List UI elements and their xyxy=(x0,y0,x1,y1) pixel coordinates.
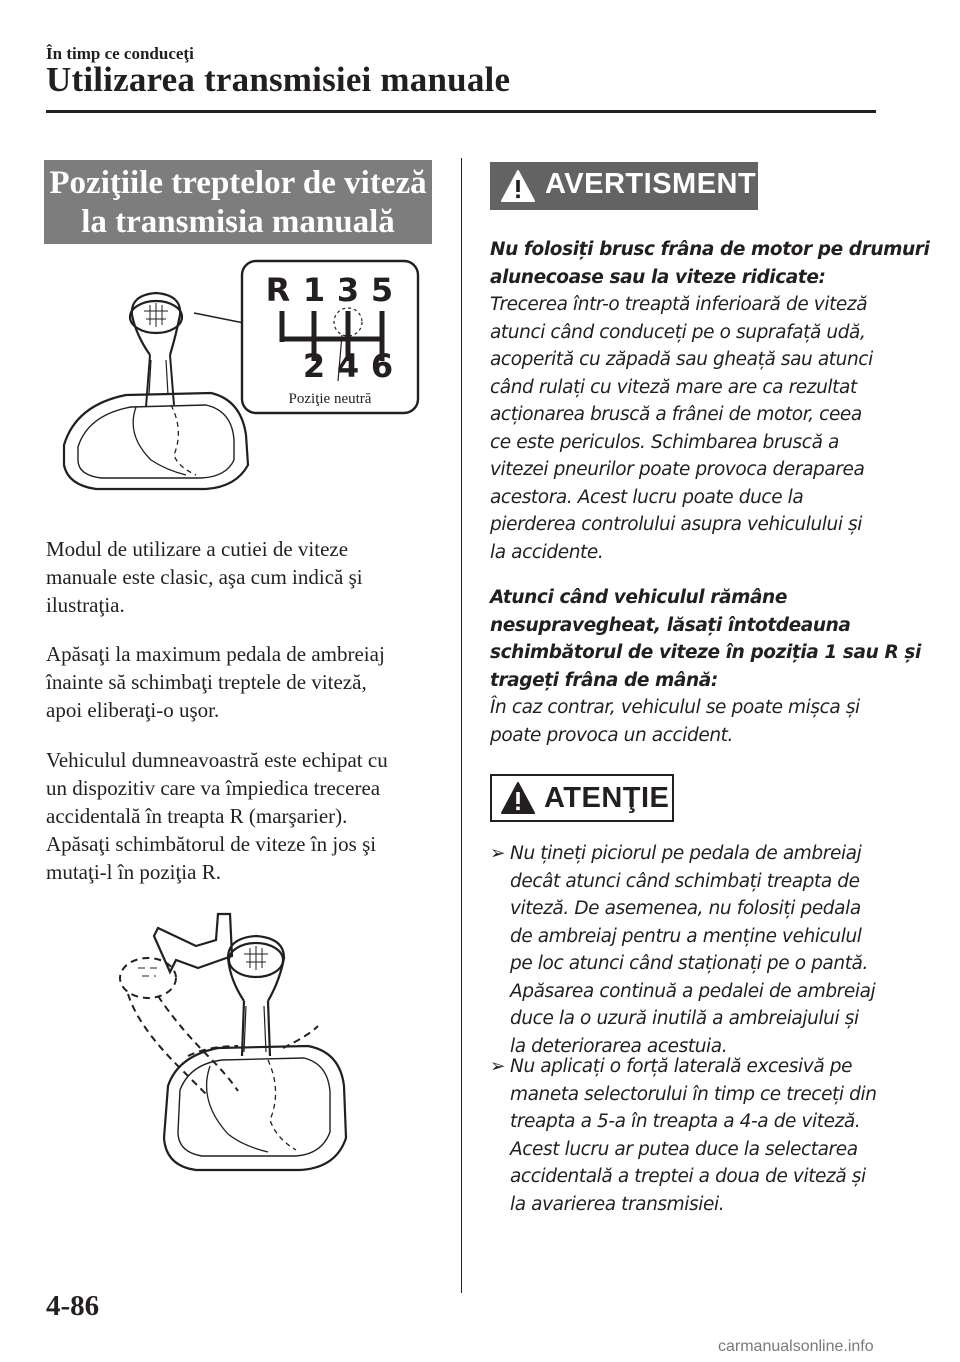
warning-heading-line: nesupravegheat, lăsați întotdeauna xyxy=(490,614,851,636)
warning-heading-line: Nu folosiți brusc frâna de motor pe drumuri xyxy=(490,239,930,260)
caution-bullet-lateral-force xyxy=(490,1053,890,1218)
watermark: carmanualsonline.info xyxy=(718,1338,874,1355)
text-line: la accidente. xyxy=(490,541,604,563)
gear-label-2: 2 xyxy=(302,347,326,385)
text-line: poate provoca un accident. xyxy=(490,724,733,746)
text-line: ilustraţia. xyxy=(46,593,125,617)
warning-triangle-icon xyxy=(500,169,536,203)
text-line: ce este periculos. Schimbarea bruscă a xyxy=(490,431,839,453)
gear-label-5: 5 xyxy=(370,271,394,309)
gear-label-3: 3 xyxy=(336,271,360,309)
text-line: Nu țineți piciorul pe pedala de ambreiaj xyxy=(510,843,862,864)
text-line: la avarierea transmisiei. xyxy=(510,1193,725,1215)
text-line: de ambreiaj pentru a menține vehiculul xyxy=(510,925,862,947)
text-line: pe loc atunci când staționați pe o pantă. xyxy=(510,953,868,974)
text-line: decât atunci când schimbați treapta de xyxy=(510,870,860,892)
text-line: Apăsaţi la maximum pedala de ambreiaj xyxy=(46,642,385,666)
ghost-lever-outline xyxy=(120,958,238,1096)
warning-heading-line: trageți frâna de mână: xyxy=(490,669,718,691)
text-line: apoi eliberaţi-o uşor. xyxy=(46,698,220,722)
text-line: acționarea bruscă a frânei de motor, ceea xyxy=(490,404,862,425)
caution-badge xyxy=(490,774,674,822)
text-line: la deteriorarea acestuia. xyxy=(510,1035,728,1057)
gear-label-r: R xyxy=(265,271,291,309)
gear-label-6: 6 xyxy=(370,347,394,385)
text-line: acoperită cu zăpadă sau gheață sau atunci xyxy=(490,349,873,370)
breadcrumb: În timp ce conduceţi xyxy=(46,44,194,63)
warning-heading-line: schimbătorul de viteze în poziția 1 sau R și xyxy=(490,642,921,663)
text-line: Modul de utilizare a cutiei de viteze xyxy=(46,537,349,561)
text-line: accidentală în treapta R (marşarier). xyxy=(46,804,348,828)
text-line: mutaţi-l în poziţia R. xyxy=(46,860,221,884)
text-line: înainte să schimbaţi treptele de viteză, xyxy=(46,670,367,694)
text-line: treapta a 5-a în treapta a 4-a de viteză. xyxy=(510,1111,861,1132)
column-divider xyxy=(461,158,462,1293)
bullet-arrow-icon: ➢ xyxy=(490,1056,506,1077)
warning-heading-line: alunecoase sau la viteze ridicate: xyxy=(490,266,826,288)
text-line: maneta selectorului în timp ce treceți din xyxy=(510,1083,877,1105)
reverse-shift-figure xyxy=(118,906,418,1206)
text-line: un dispozitiv care va împiedica trecerea xyxy=(46,776,381,800)
gear-lever-illustration xyxy=(164,936,346,1170)
caution-label: ATENŢIE xyxy=(544,782,670,814)
text-line: Nu aplicați o forță laterală excesivă pe xyxy=(510,1056,853,1077)
caution-triangle-icon xyxy=(500,781,536,815)
warning-label: AVERTISMENT xyxy=(545,168,757,200)
page-title: Utilizarea transmisiei manuale xyxy=(46,60,511,99)
text-line: Apăsaţi schimbătorul de viteze în jos şi xyxy=(46,832,377,856)
neutral-position-label: Poziţie neutră xyxy=(288,391,372,407)
paragraph-clutch xyxy=(46,640,446,724)
title-divider xyxy=(46,110,876,113)
section-title-line1: Poziţiile treptelor de viteză xyxy=(49,165,427,201)
section-title-box xyxy=(44,160,432,244)
text-line: când rulați cu viteză mare are ca rezultat xyxy=(490,376,857,398)
warning-unattended-vehicle xyxy=(490,584,921,749)
page-number: 4-86 xyxy=(46,1290,100,1322)
text-line: atunci când conduceți pe o suprafață udă, xyxy=(490,321,866,343)
gear-label-4: 4 xyxy=(336,347,360,385)
text-line: Apăsarea continuă a pedalei de ambreiaj xyxy=(510,980,876,1002)
text-line: Acest lucru ar putea duce la selectarea xyxy=(510,1138,858,1160)
gear-boot-illustration xyxy=(64,293,248,489)
text-line: manuale este clasic, aşa cum indică şi xyxy=(46,565,363,589)
text-line: acestora. Acest lucru poate duce la xyxy=(490,486,804,508)
caution-bullet-clutch xyxy=(490,840,890,1060)
text-line: pierderea controlului asupra vehiculului și xyxy=(490,514,863,535)
text-line: vitezei pneurilor poate provoca deraparea xyxy=(490,459,865,480)
text-line: viteză. De asemenea, nu folosiți pedala xyxy=(510,898,861,919)
gear-label-1: 1 xyxy=(302,271,326,309)
warning-heading-line: Atunci când vehiculul rămâne xyxy=(490,587,787,608)
bullet-arrow-icon: ➢ xyxy=(490,843,506,864)
paragraph-shift-pattern xyxy=(46,535,446,619)
text-line: accidentală a treptei a doua de viteză și xyxy=(510,1166,866,1187)
text-line: duce la o uzură inutilă a ambreiajului și xyxy=(510,1008,859,1029)
text-line: În caz contrar, vehiculul se poate mișca și xyxy=(490,697,860,718)
text-line: Trecerea într-o treaptă inferioară de viteză xyxy=(490,294,868,315)
paragraph-reverse-lockout xyxy=(46,746,446,886)
warning-engine-brake xyxy=(490,236,930,566)
text-line: Vehiculul dumneavoastră este echipat cu xyxy=(46,748,388,772)
section-title-line2: la transmisia manuală xyxy=(81,204,395,240)
gear-shift-pattern-figure xyxy=(56,255,426,515)
warning-badge xyxy=(490,162,758,210)
